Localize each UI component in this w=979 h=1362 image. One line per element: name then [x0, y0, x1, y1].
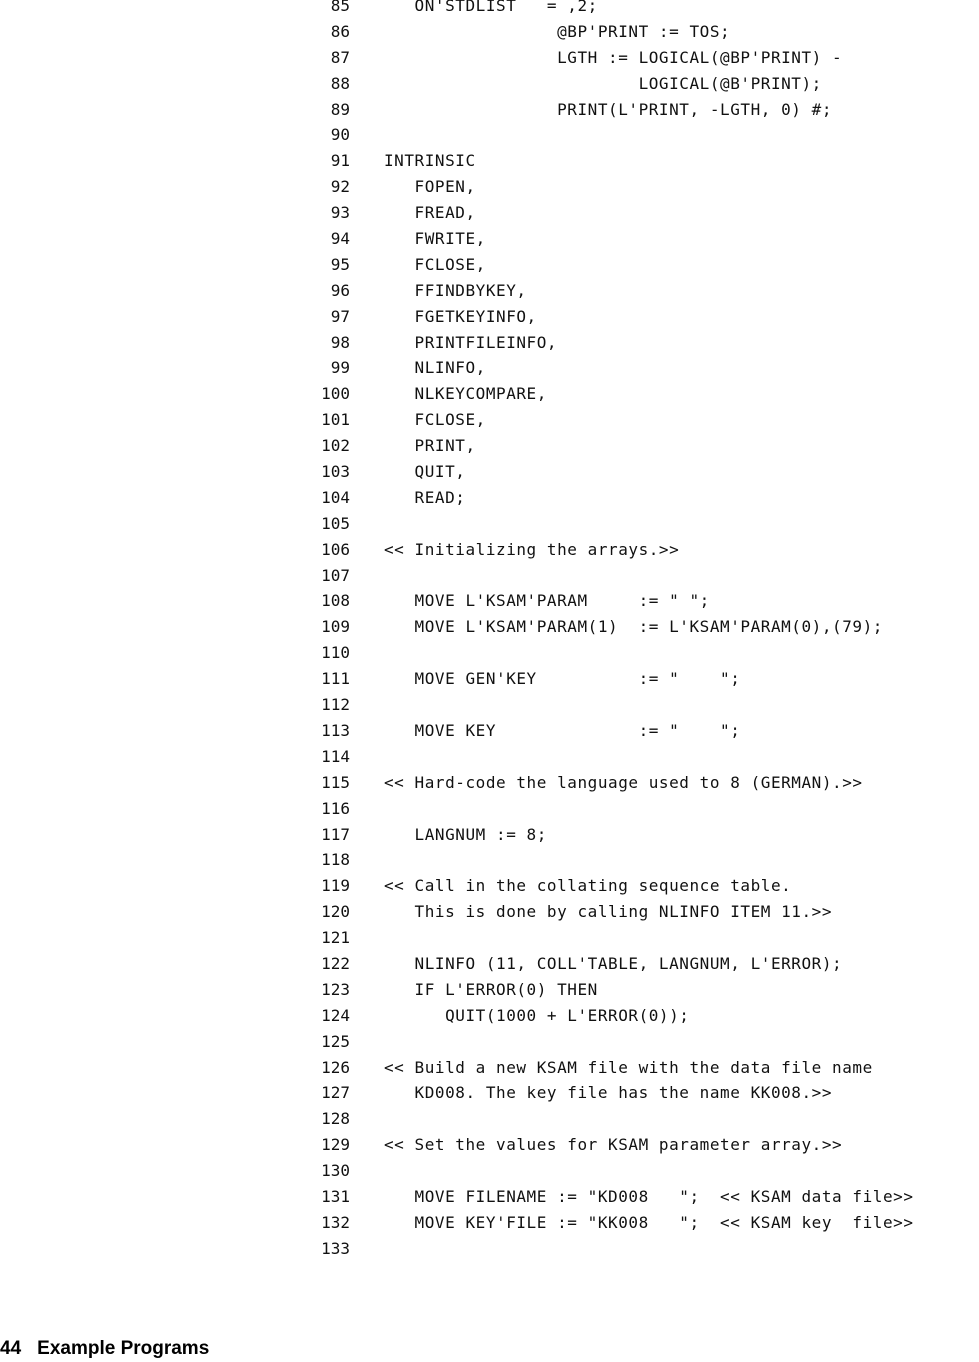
code-line [300, 1158, 979, 1184]
line-number: 119 [321, 876, 350, 896]
line-text: READ; [384, 487, 466, 507]
code-line [300, 304, 979, 330]
line-number: 122 [321, 953, 350, 973]
line-text: MOVE KEY'FILE := "KK008 "; << KSAM key file>> [384, 1212, 914, 1232]
line-text: FREAD, [384, 203, 476, 223]
code-line [300, 770, 979, 796]
line-number: 110 [321, 643, 350, 663]
code-line [300, 278, 979, 304]
code-line [300, 97, 979, 123]
line-number: 131 [321, 1186, 350, 1206]
code-line [300, 485, 979, 511]
line-number: 96 [330, 280, 350, 300]
line-text: FCLOSE, [384, 410, 486, 430]
code-line [300, 330, 979, 356]
line-text: LGTH := LOGICAL(@BP'PRINT) - [384, 47, 843, 67]
code-line [300, 873, 979, 899]
line-number: 91 [330, 151, 350, 171]
line-number: 113 [321, 720, 350, 740]
line-number: 93 [330, 203, 350, 223]
code-line [300, 252, 979, 278]
line-number: 103 [321, 462, 350, 482]
line-text: << Initializing the arrays.>> [384, 539, 680, 559]
line-text: FWRITE, [384, 229, 486, 249]
line-number: 87 [330, 47, 350, 67]
line-number: 108 [321, 591, 350, 611]
code-line [300, 407, 979, 433]
code-listing [300, 0, 979, 1262]
line-text: NLINFO, [384, 358, 486, 378]
code-line [300, 1210, 979, 1236]
code-line [300, 122, 979, 148]
line-number: 92 [330, 177, 350, 197]
line-number: 128 [321, 1109, 350, 1129]
line-text: KD008. The key file has the name KK008.>> [384, 1083, 833, 1103]
line-number: 126 [321, 1057, 350, 1077]
line-text: MOVE GEN'KEY := " "; [384, 669, 741, 689]
line-number: 106 [321, 539, 350, 559]
code-line [300, 148, 979, 174]
code-line [300, 71, 979, 97]
line-number: 99 [330, 358, 350, 378]
line-text: FGETKEYINFO, [384, 306, 537, 326]
code-line [300, 563, 979, 589]
code-line [300, 226, 979, 252]
line-number: 86 [330, 21, 350, 41]
line-text: << Call in the collating sequence table. [384, 876, 792, 896]
line-text: QUIT(1000 + L'ERROR(0)); [384, 1005, 690, 1025]
code-line [300, 718, 979, 744]
line-text: << Hard-code the language used to 8 (GERMAN).>> [384, 772, 863, 792]
line-number: 129 [321, 1135, 350, 1155]
code-line [300, 1132, 979, 1158]
line-number: 95 [330, 254, 350, 274]
code-line [300, 200, 979, 226]
code-line [300, 1106, 979, 1132]
line-text: PRINTFILEINFO, [384, 332, 558, 352]
code-line [300, 0, 979, 19]
line-number: 130 [321, 1161, 350, 1181]
line-number: 109 [321, 617, 350, 637]
line-number: 118 [321, 850, 350, 870]
line-text: MOVE KEY := " "; [384, 720, 741, 740]
page-number: 44 [0, 1338, 22, 1359]
code-line [300, 537, 979, 563]
line-number: 123 [321, 979, 350, 999]
code-line [300, 355, 979, 381]
line-number: 112 [321, 695, 350, 715]
section-title: Example Programs [37, 1338, 210, 1359]
line-number: 107 [321, 565, 350, 585]
code-line [300, 977, 979, 1003]
code-line [300, 614, 979, 640]
line-text: NLINFO (11, COLL'TABLE, LANGNUM, L'ERROR); [384, 953, 843, 973]
line-text: MOVE FILENAME := "KD008 "; << KSAM data file>> [384, 1186, 914, 1206]
line-number: 132 [321, 1212, 350, 1232]
line-number: 111 [321, 669, 350, 689]
line-number: 101 [321, 410, 350, 430]
code-line [300, 951, 979, 977]
code-line [300, 1003, 979, 1029]
line-number: 121 [321, 928, 350, 948]
line-number: 104 [321, 487, 350, 507]
line-number: 133 [321, 1238, 350, 1258]
code-line [300, 666, 979, 692]
line-text: MOVE L'KSAM'PARAM := " "; [384, 591, 710, 611]
code-line [300, 1080, 979, 1106]
code-line [300, 899, 979, 925]
line-text: This is done by calling NLINFO ITEM 11.>> [384, 902, 833, 922]
code-line [300, 433, 979, 459]
code-line [300, 459, 979, 485]
line-text: LANGNUM := 8; [384, 824, 547, 844]
line-number: 97 [330, 306, 350, 326]
page-footer [0, 1338, 209, 1360]
line-text: @BP'PRINT := TOS; [384, 21, 731, 41]
code-line [300, 19, 979, 45]
line-number: 114 [321, 746, 350, 766]
line-text: FCLOSE, [384, 254, 486, 274]
line-text: MOVE L'KSAM'PARAM(1) := L'KSAM'PARAM(0),(79); [384, 617, 883, 637]
line-number: 124 [321, 1005, 350, 1025]
line-number: 90 [330, 125, 350, 145]
line-text: INTRINSIC [384, 151, 476, 171]
line-number: 117 [321, 824, 350, 844]
line-number: 115 [321, 772, 350, 792]
code-line [300, 381, 979, 407]
line-text: LOGICAL(@B'PRINT); [384, 73, 822, 93]
line-text: IF L'ERROR(0) THEN [384, 979, 598, 999]
line-number: 94 [330, 229, 350, 249]
line-number: 88 [330, 73, 350, 93]
code-line [300, 692, 979, 718]
line-number: 89 [330, 99, 350, 119]
line-text: NLKEYCOMPARE, [384, 384, 547, 404]
line-text: ON'STDLIST = ,2; [384, 0, 598, 15]
line-number: 105 [321, 513, 350, 533]
code-line [300, 1184, 979, 1210]
line-text: << Build a new KSAM file with the data file name [384, 1057, 873, 1077]
line-text: FOPEN, [384, 177, 476, 197]
line-number: 125 [321, 1031, 350, 1051]
code-line [300, 588, 979, 614]
code-line [300, 1029, 979, 1055]
code-line [300, 45, 979, 71]
line-number: 100 [321, 384, 350, 404]
code-line [300, 640, 979, 666]
code-line [300, 174, 979, 200]
code-line [300, 925, 979, 951]
code-line [300, 1055, 979, 1081]
code-line [300, 847, 979, 873]
line-text: PRINT, [384, 436, 476, 456]
code-line [300, 822, 979, 848]
line-number: 120 [321, 902, 350, 922]
code-line [300, 796, 979, 822]
line-text: FFINDBYKEY, [384, 280, 527, 300]
code-line [300, 744, 979, 770]
line-number: 127 [321, 1083, 350, 1103]
line-number: 98 [330, 332, 350, 352]
line-text: << Set the values for KSAM parameter array.>> [384, 1135, 843, 1155]
line-number: 85 [330, 0, 350, 15]
line-number: 102 [321, 436, 350, 456]
line-number: 116 [321, 798, 350, 818]
line-text: PRINT(L'PRINT, -LGTH, 0) #; [384, 99, 833, 119]
line-text: QUIT, [384, 462, 466, 482]
code-line [300, 1236, 979, 1262]
code-line [300, 511, 979, 537]
